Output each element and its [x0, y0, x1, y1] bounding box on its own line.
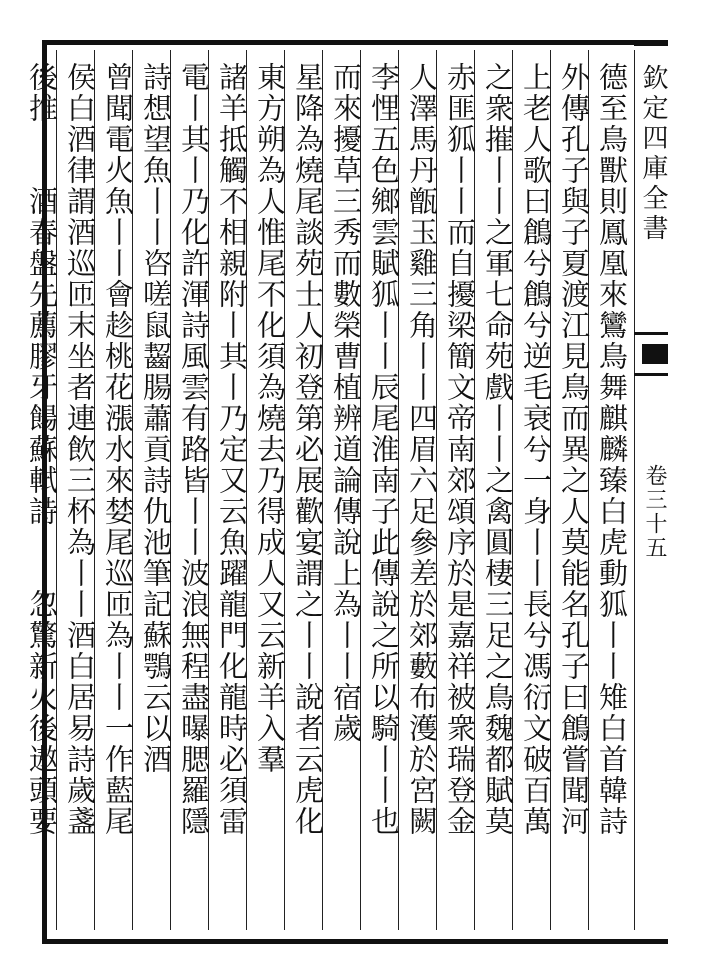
- text-column-12: 電丨其丨乃化許渾詩風雲有路皆丨丨波浪無程盡曝腮羅隱: [177, 62, 211, 837]
- margin-top-rule: [634, 44, 668, 46]
- text-column-9: 星降為燒尾談苑士人初登第必展歡宴謂之丨丨說者云虎化: [291, 62, 325, 837]
- text-column-1: 德至鳥獸則鳳凰來鸞鳥舞麒麟臻白虎動狐丨丨雉白首韓詩: [595, 62, 629, 837]
- text-column-7: 李悝五色鄉雲賦狐丨丨辰尾淮南子此傳說之所以騎丨丨也: [367, 62, 401, 837]
- page-margin: [634, 44, 668, 944]
- juan-number: 卷三十五: [642, 464, 667, 560]
- text-body: [25, 50, 634, 920]
- text-column-4: 之衆摧丨丨之軍七命苑戲丨丨之禽圓棲三足之鳥魏都賦莫: [481, 62, 515, 837]
- text-column-8: 而來擾草三秀而數榮曹植辨道論傳說上為丨丨宿歲: [329, 62, 363, 744]
- text-column-5: 赤匪狐丨丨而自擾梁簡文帝南郊頌序於是嘉祥被衆瑞登金: [443, 62, 477, 837]
- fishtail-mark-fill: [642, 344, 668, 364]
- text-column-6: 人澤馬丹甑玉雞三角丨丨四眉六足參差於郊藪布濩於宮闕: [405, 62, 439, 837]
- text-column-16: 後推丨丨酒春盤先薦膠牙餳蘇軾詩丨丨忽驚新火後遨頭要: [25, 62, 59, 837]
- book-title: 欽定四庫全書: [638, 64, 668, 244]
- text-column-2: 外傳孔子與子夏渡江見鳥而異之人莫能名孔子曰鶬嘗聞河: [557, 62, 591, 837]
- text-column-3: 上老人歌曰鶬兮鶬兮逆毛衰兮一身丨丨長兮馮衍文破百萬: [519, 62, 553, 837]
- text-column-15: 侯白酒律謂酒巡匝末坐者連飲三杯為丨丨酒白居易詩歲盞: [63, 62, 97, 837]
- text-column-13: 詩想望魚丨丨咨嗟鼠齧腸蕭貢詩仇池筆記蘇鶚云以酒: [139, 62, 173, 775]
- text-column-14: 曾聞電火魚丨丨會趁桃花漲水來婪尾巡匝為丨丨一作藍尾: [101, 62, 135, 837]
- text-column-11: 諸羊抵觸不相親附丨其丨乃定又云魚躍龍門化龍時必須雷: [215, 62, 249, 837]
- text-column-10: 東方朔為人惟尾不化須為燒去乃得成人又云新羊入羣: [253, 62, 287, 775]
- margin-bottom-rule: [634, 942, 668, 944]
